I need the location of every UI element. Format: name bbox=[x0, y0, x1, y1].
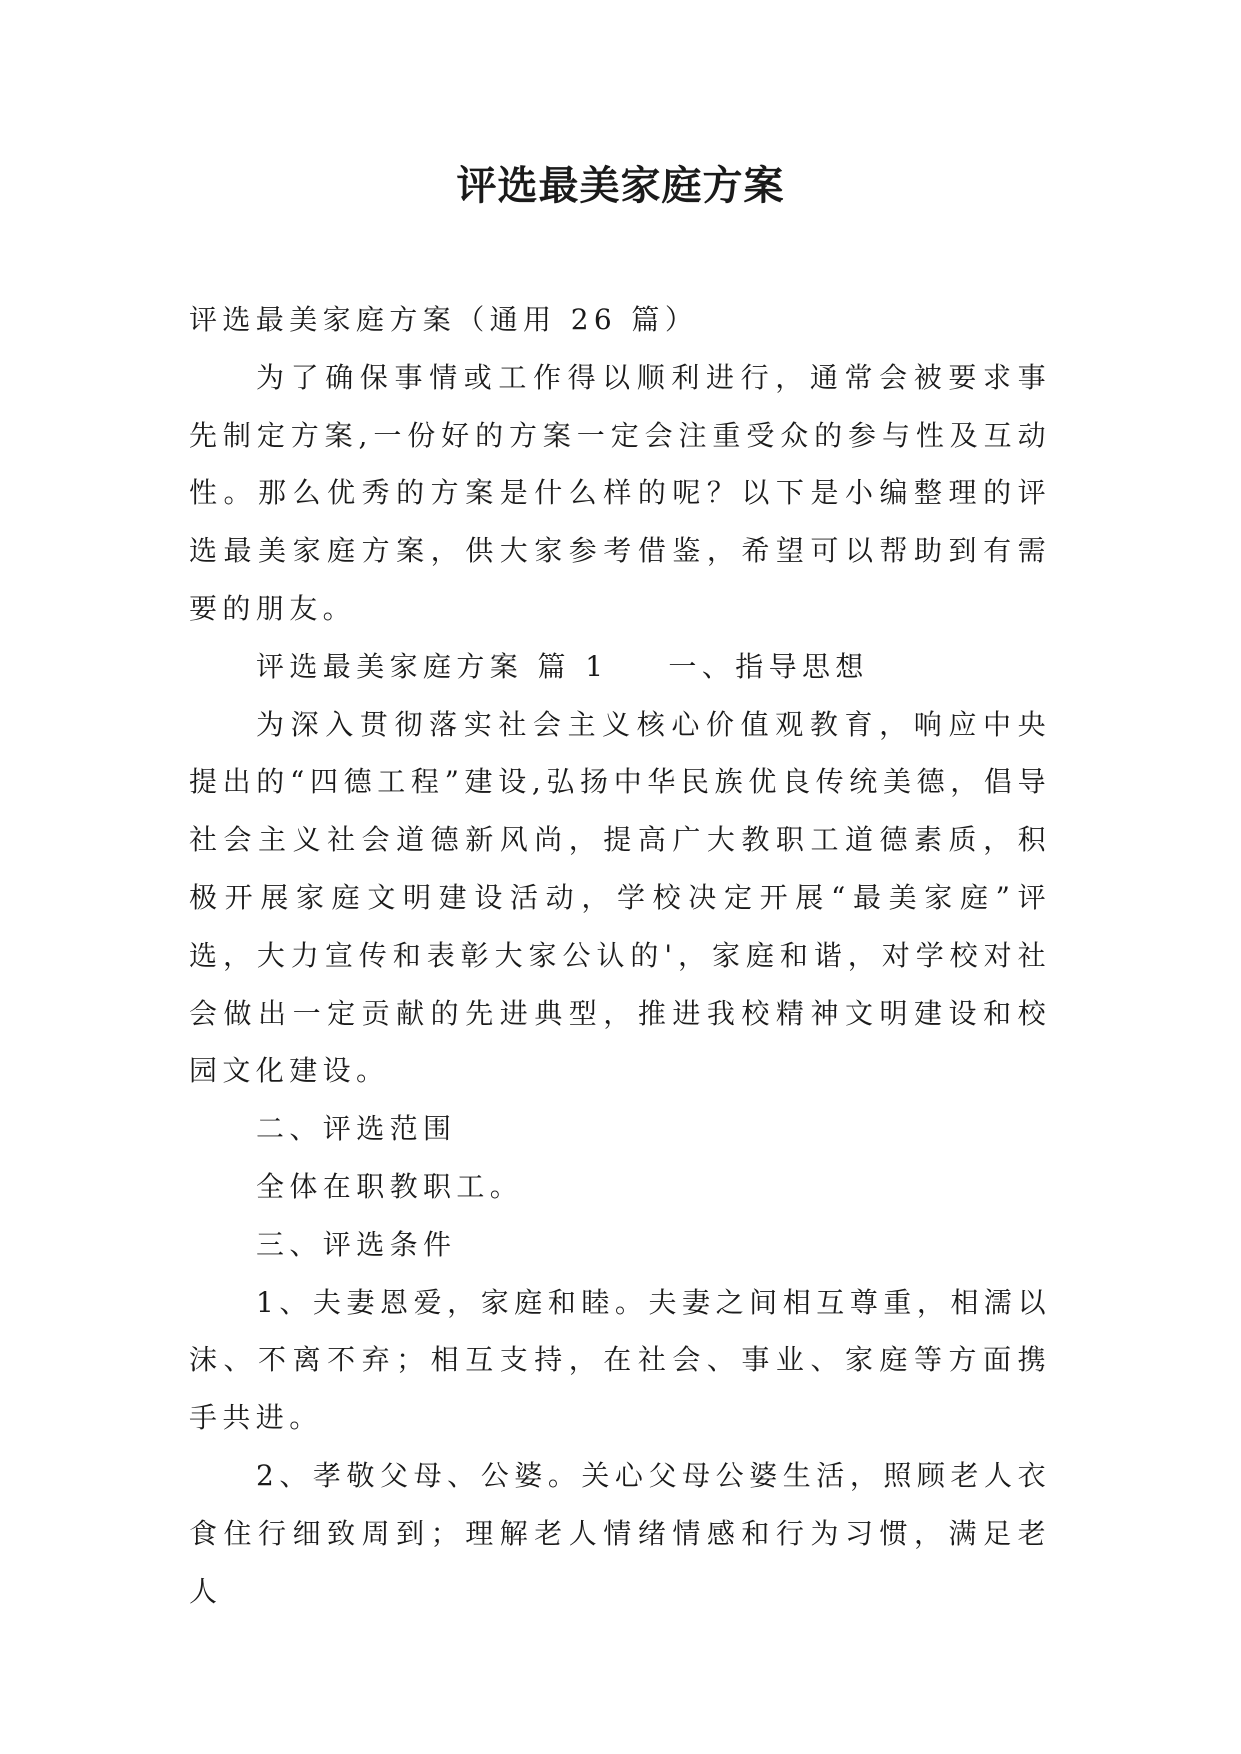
section-1-heading-line bbox=[189, 638, 1051, 696]
document-title: 评选最美家庭方案 bbox=[456, 162, 785, 209]
part-1-heading: 一、指导思想 bbox=[668, 649, 869, 683]
document-subtitle: 评选最美家庭方案（通用 26 篇） bbox=[189, 303, 699, 336]
condition-1-paragraph: 1、夫妻恩爱，家庭和睦。夫妻之间相互尊重，相濡以沫、不离不弃；相互支持，在社会、事业、家庭等方面携手共进。 bbox=[189, 1285, 1051, 1435]
section-1-heading: 评选最美家庭方案 篇 1 bbox=[256, 649, 609, 683]
intro-paragraph: 为了确保事情或工作得以顺利进行，通常会被要求事先制定方案,一份好的方案一定会注重受众的参与性及互动性。那么优秀的方案是什么样的呢？以下是小编整理的评选最美家庭方案，供大家参考借鉴，希望可以帮助到有需要的朋友。 bbox=[189, 360, 1051, 625]
part-3-heading: 三、评选条件 bbox=[256, 1227, 457, 1261]
part-2-heading: 二、评选范围 bbox=[256, 1112, 457, 1146]
condition-2-paragraph: 2、孝敬父母、公婆。关心父母公婆生活，照顾老人衣食住行细致周到；理解老人情绪情感和行为习惯，满足老人 bbox=[189, 1458, 1051, 1608]
part-1-paragraph: 为深入贯彻落实社会主义核心价值观教育，响应中央提出的“四德工程”建设,弘扬中华民族优良传统美德，倡导社会主义社会道德新风尚，提高广大教职工道德素质，积极开展家庭文明建设活动，学校决定开展“最美家庭”评选，大力宣传和表彰大家公认的'，家庭和谐，对学校对社会做出一定贡献的先进典型，推进我校精神文明建设和校园文化建设。 bbox=[189, 707, 1051, 1088]
part-2-paragraph: 全体在职教职工。 bbox=[256, 1169, 524, 1203]
document-body bbox=[189, 291, 1051, 1620]
